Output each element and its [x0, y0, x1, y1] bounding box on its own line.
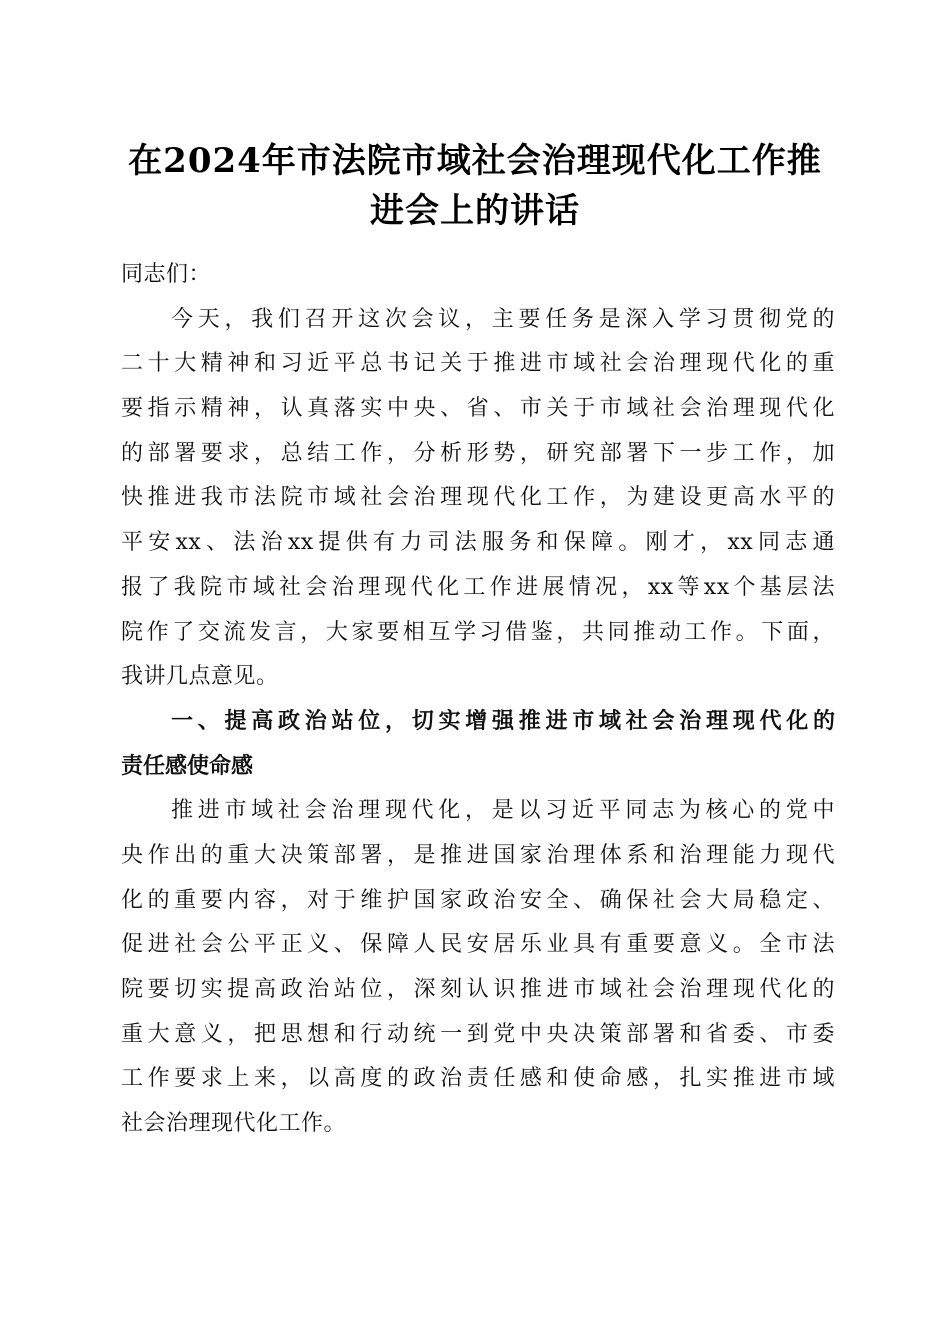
paragraph-line: 化的重要内容，对于维护国家政治安全、确保社会大局稳定、 [121, 887, 835, 913]
paragraph-line: 我讲几点意见。 [121, 664, 279, 690]
paragraph-line: 重大意义，把思想和行动统一到党中央决策部署和省委、市委 [121, 1021, 835, 1047]
heading-line: 责任感使命感 [121, 753, 254, 779]
paragraph-section-1 [121, 789, 835, 1147]
document-body [121, 253, 835, 1147]
paragraph-line: 的部署要求，总结工作，分析形势，研究部署下一步工作，加 [121, 440, 835, 466]
paragraph-line: 平安xx、法治xx提供有力司法服务和保障。刚才，xx同志通 [121, 530, 835, 556]
title-line: 进会上的讲话 [370, 191, 580, 231]
section-heading-1 [121, 700, 835, 789]
paragraph-line: 报了我院市域社会治理现代化工作进展情况，xx等xx个基层法 [121, 574, 835, 600]
paragraph-line: 二十大精神和习近平总书记关于推进市域社会治理现代化的重 [121, 351, 835, 377]
paragraph-line: 院作了交流发言，大家要相互学习借鉴，共同推动工作。下面， [121, 619, 835, 645]
paragraph-line: 院要切实提高政治站位，深刻认识推进市域社会治理现代化的 [121, 977, 835, 1002]
paragraph-line: 今天，我们召开这次会议，主要任务是深入学习贯彻党的 [171, 306, 835, 332]
salutation: 同志们： [121, 262, 212, 287]
paragraph-line: 央作出的重大决策部署，是推进国家治理体系和治理能力现代 [121, 842, 835, 868]
document-title [110, 136, 840, 236]
paragraph-line: 要指示精神，认真落实中央、省、市关于市域社会治理现代化 [121, 396, 835, 422]
paragraph-line: 工作要求上来，以高度的政治责任感和使命感，扎实推进市域 [121, 1066, 835, 1092]
paragraph-line: 快推进我市法院市域社会治理现代化工作，为建设更高水平的 [121, 485, 835, 511]
paragraph-intro [121, 298, 835, 700]
paragraph-line: 推进市域社会治理现代化，是以习近平同志为核心的党中 [171, 798, 835, 824]
paragraph-line: 促进社会公平正义、保障人民安居乐业具有重要意义。全市法 [121, 932, 835, 958]
title-line: 在2024年市法院市域社会治理现代化工作推 [128, 141, 822, 181]
paragraph-line: 社会治理现代化工作。 [121, 1111, 347, 1137]
heading-line: 一、提高政治站位，切实增强推进市域社会治理现代化的 [171, 708, 835, 734]
